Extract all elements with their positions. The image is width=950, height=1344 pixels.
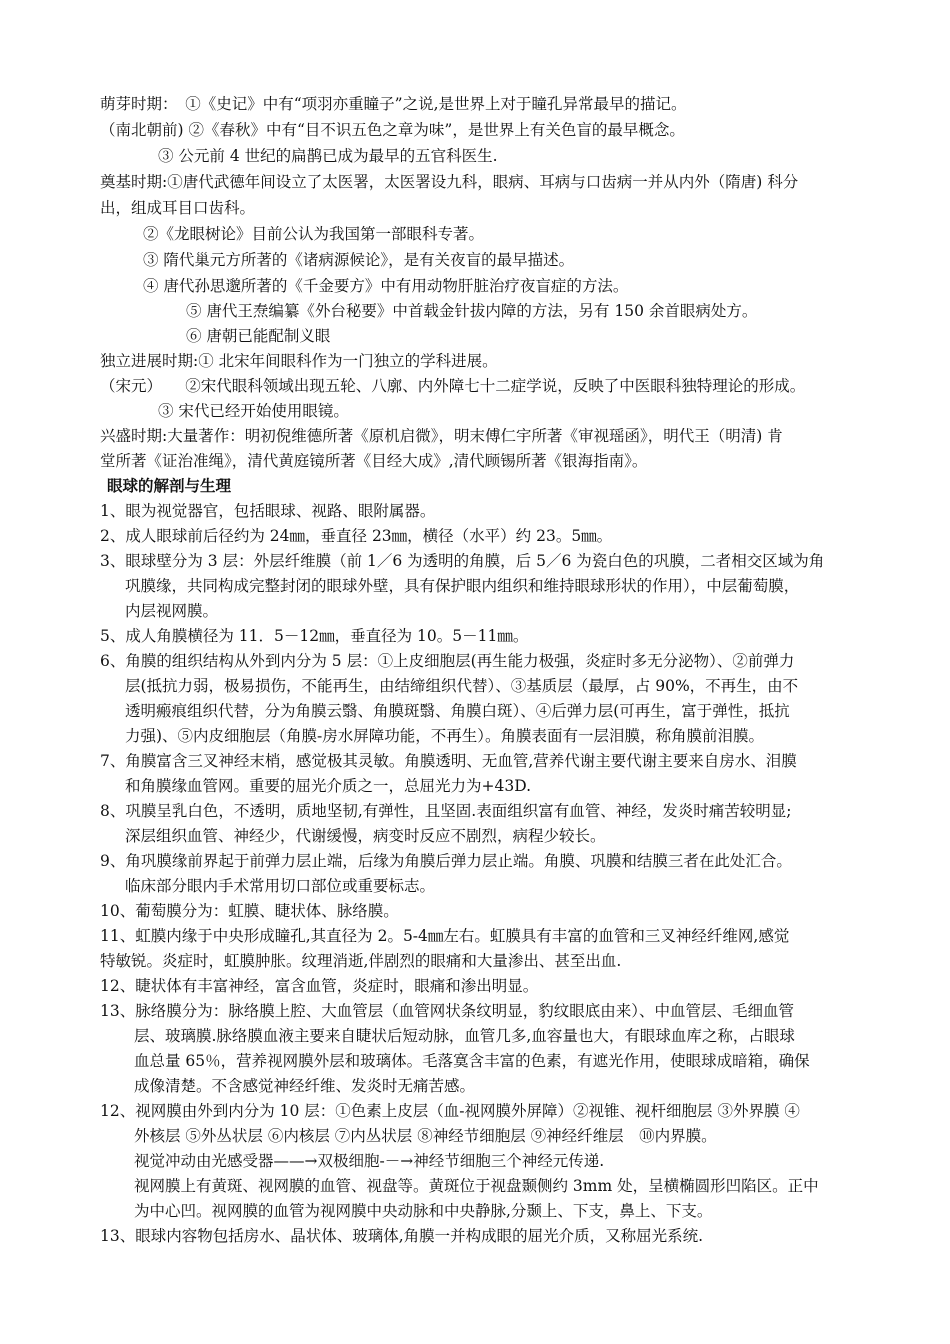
- section-line: 1、眼为视觉器官，包括眼球、视路、眼附属器。: [100, 502, 436, 520]
- history-line: 兴盛时期:大量著作：明初倪维德所著《原机启微》，明末傅仁宇所著《审视瑶函》，明代王（明清) 肯: [100, 427, 783, 445]
- history-line: 出，组成耳目口齿科。: [100, 199, 256, 217]
- history-line: ⑤ 唐代王焘编纂《外台秘要》中首载金针拔内障的方法，另有 150 余首眼病处方。: [186, 302, 758, 320]
- section-line: 巩膜缘，共同构成完整封闭的眼球外壁，具有保护眼内组织和维持眼球形状的作用），中层葡萄膜，: [125, 577, 800, 595]
- history-line: 堂所著《证治准绳》，清代黄庭镜所著《目经大成》,清代顾锡所著《银海指南》。: [100, 452, 648, 470]
- section-line: 12、睫状体有丰富神经，富含血管，炎症时，眼痛和渗出明显。: [100, 977, 539, 995]
- section-line: 8、巩膜呈乳白色，不透明，质地坚韧,有弹性，且坚固.表面组织富有血管、神经，发炎时痛苦较明显;: [100, 802, 792, 820]
- history-line: ⑥ 唐朝已能配制义眼: [186, 327, 331, 345]
- history-line: ③ 隋代巢元方所著的《诸病源候论》，是有关夜盲的最早描述。: [143, 251, 575, 269]
- history-line: 独立进展时期:① 北宋年间眼科作为一门独立的学科进展。: [100, 352, 498, 370]
- section-line: 层、玻璃膜.脉络膜血液主要来自睫状后短动脉，血管几多,血容量也大，有眼球血库之称，占眼球: [134, 1027, 795, 1045]
- section-line: 13、眼球内容物包括房水、晶状体、玻璃体,角膜一并构成眼的屈光介质，又称屈光系统.: [100, 1227, 704, 1245]
- section-heading: 眼球的解剖与生理: [107, 476, 232, 495]
- section-line: 7、角膜富含三叉神经末梢，感觉极其灵敏。角膜透明、无血管,营养代谢主要代谢主要来自房水、泪膜: [100, 752, 797, 770]
- section-line: 血总量 65％，营养视网膜外层和玻璃体。毛落寞含丰富的色素，有遮光作用，使眼球成暗箱，确保: [134, 1052, 810, 1070]
- section-line: 外核层 ⑤外丛状层 ⑥内核层 ⑦内丛状层 ⑧神经节细胞层 ⑨神经纤维层 ⑩内界膜。: [134, 1127, 717, 1145]
- section-line: 力强)、⑤内皮细胞层（角膜-房水屏障功能，不再生）。角膜表面有一层泪膜，称角膜前泪膜。: [125, 727, 765, 745]
- section-line: 视觉冲动由光感受器——→双极细胞-－→神经节细胞三个神经元传递.: [134, 1152, 605, 1170]
- section-line: 视网膜上有黄斑、视网膜的血管、视盘等。黄斑位于视盘颞侧约 3mm 处，呈横椭圆形凹陷区。正中: [134, 1177, 819, 1195]
- history-line: ②《龙眼树论》目前公认为我国第一部眼科专著。: [143, 225, 485, 243]
- section-line: 6、角膜的组织结构从外到内分为 5 层：①上皮细胞层(再生能力极强，炎症时多无分泌物）、②前弹力: [100, 652, 795, 670]
- section-line: 透明瘢痕组织代替，分为角膜云翳、角膜斑翳、角膜白斑）、④后弹力层(可再生，富于弹性，抵抗: [125, 702, 790, 720]
- section-line: 为中心凹。视网膜的血管为视网膜中央动脉和中央静脉,分颞上、下支，鼻上、下支。: [134, 1202, 713, 1220]
- section-line: 11、虹膜内缘于中央形成瞳孔,其直径为 2。5-4㎜左右。虹膜具有丰富的血管和三叉神经纤维网,感觉: [100, 927, 790, 945]
- section-line: 10、葡萄膜分为：虹膜、睫状体、脉络膜。: [100, 902, 399, 920]
- section-line: 成像清楚。不含感觉神经纤维、发炎时无痛苦感。: [134, 1077, 476, 1095]
- history-line: ③ 宋代已经开始使用眼镜。: [158, 402, 349, 420]
- section-line: 特敏锐。炎症时，虹膜肿胀。纹理消逝,伴剧烈的眼痛和大量渗出、甚至出血.: [100, 952, 622, 970]
- section-line: 5、成人角膜横径为 11．5－12㎜，垂直径为 10。5－11㎜。: [100, 627, 529, 645]
- history-line: 萌芽时期： ①《史记》中有“项羽亦重瞳子”之说,是世界上对于瞳孔异常最早的描记。: [100, 95, 687, 113]
- history-line: ④ 唐代孙思邈所著的《千金要方》中有用动物肝脏治疗夜盲症的方法。: [143, 277, 629, 295]
- history-line: 奠基时期:①唐代武德年间设立了太医署，太医署设九科，眼病、耳病与口齿病一并从内外（隋唐) 科分: [100, 173, 799, 191]
- section-line: 3、眼球壁分为 3 层：外层纤维膜（前 1／6 为透明的角膜，后 5／6 为瓷白色的巩膜，二者相交区域为角: [100, 552, 825, 570]
- section-line: 和角膜缘血管网。重要的屈光介质之一，总屈光力为+43D.: [125, 777, 532, 795]
- history-line: （南北朝前) ②《春秋》中有“目不识五色之章为味”，是世界上有关色盲的最早概念。: [100, 121, 685, 139]
- section-line: 2、成人眼球前后径约为 24㎜，垂直径 23㎜，横径（水平）约 23。5㎜。: [100, 527, 613, 545]
- section-line: 内层视网膜。: [125, 602, 219, 620]
- section-line: 层(抵抗力弱，极易损伤，不能再生，由结缔组织代替）、③基质层（最厚，占 90%，不再生，由不: [125, 677, 799, 695]
- section-line: 12、视网膜由外到内分为 10 层：①色素上皮层（血-视网膜外屏障）②视锥、视杆细胞层 ③外界膜 ④: [100, 1102, 800, 1120]
- section-line: 深层组织血管、神经少，代谢缓慢，病变时反应不剧烈，病程少较长。: [125, 827, 606, 845]
- section-line: 临床部分眼内手术常用切口部位或重要标志。: [125, 877, 436, 895]
- section-line: 9、角巩膜缘前界起于前弹力层止端，后缘为角膜后弹力层止端。角膜、巩膜和结膜三者在此处汇合。: [100, 852, 792, 870]
- history-line: （宋元） ②宋代眼科领域出现五轮、八廓、内外障七十二症学说，反映了中医眼科独特理论的形成。: [100, 377, 806, 395]
- section-line: 13、脉络膜分为：脉络膜上腔、大血管层（血管网状条纹明显，豹纹眼底由来）、中血管层、毛细血管: [100, 1002, 794, 1020]
- history-line: ③ 公元前 4 世纪的扁鹊已成为最早的五官科医生.: [158, 147, 498, 165]
